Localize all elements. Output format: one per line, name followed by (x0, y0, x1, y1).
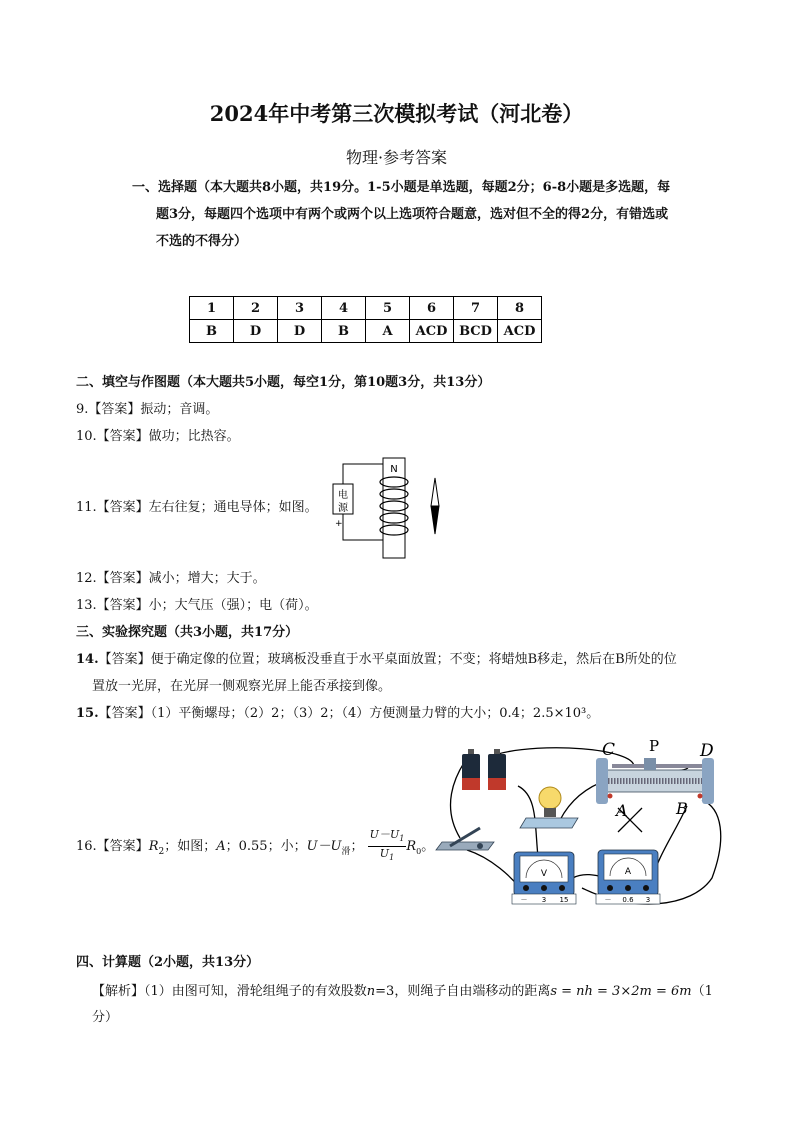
q16-expression-sub: 滑 (341, 846, 351, 857)
table-answer-cell: B (190, 320, 234, 343)
answer-table (189, 296, 542, 343)
switch-icon (436, 828, 494, 850)
voltmeter-label: V (540, 869, 548, 879)
fraction-denominator: U (379, 847, 390, 861)
voltmeter-terminal-label: 3 (541, 896, 547, 904)
electromagnet-figure (328, 456, 448, 562)
section2-heading: 二、填空与作图题（本大题共5小题，每空1分，第10题3分，共13分） (76, 375, 491, 390)
source-label: 电 (338, 490, 348, 501)
ammeter-terminal-label: － (604, 896, 612, 904)
table-header-cell: 4 (322, 297, 366, 320)
section4-heading: 四、计算题（2小题，共13分） (76, 955, 260, 970)
solution-text-continued: =3，则绳子自由端移动的距离 (375, 984, 551, 999)
rheostat-label-c: C (602, 740, 616, 760)
q16-end: 。 (421, 839, 435, 855)
solution-line-continued: 分） (92, 1010, 119, 1025)
rheostat-label-d: D (700, 741, 714, 761)
light-bulb-icon (520, 787, 578, 828)
battery-icon (462, 749, 480, 790)
page-title: 2024年中考第三次模拟考试（河北卷） (209, 101, 584, 126)
answer-table-answer-row (190, 320, 542, 343)
q16-r-sub: 2 (158, 846, 165, 857)
section1-instructions (132, 174, 732, 255)
section1-line: 不选的不得分） (156, 234, 248, 249)
q16-a-var: A (216, 839, 226, 855)
q16-fraction (368, 828, 407, 865)
answer-table-header-row (190, 297, 542, 320)
plus-label: + (335, 519, 343, 529)
ammeter-label: A (624, 867, 632, 877)
north-pole-label: N (390, 464, 398, 475)
answer-q14 (76, 650, 677, 670)
circuit-figure (432, 738, 732, 916)
table-header-cell: 2 (234, 297, 278, 320)
table-header-cell: 1 (190, 297, 234, 320)
section1-line: 一、选择题（本大题共8小题，共19分。1-5小题是单选题，每题2分；6-8小题是多选题，每 (132, 180, 671, 195)
table-answer-cell: BCD (454, 320, 498, 343)
source-label: 源 (338, 503, 348, 514)
ammeter-terminal-label: 3 (645, 896, 651, 904)
compass-needle-north-icon (431, 478, 439, 506)
q15-text: 【答案】（1）平衡螺母；（2）2；（3）2；（4）方便测量力臂的大小；0.4；2.5×10³。 (98, 706, 600, 721)
section3-heading: 三、实验探究题（共3小题，共17分） (76, 625, 299, 640)
page-subtitle: 物理·参考答案 (345, 148, 448, 167)
fraction-numerator: U－U (369, 828, 400, 841)
voltmeter-terminal-label: 15 (559, 896, 569, 904)
answer-q12: 12.【答案】减小；增大；大于。 (76, 571, 266, 586)
rheostat-label-b: B (676, 799, 688, 818)
answer-q14-continued: 置放一光屏，在光屏一侧观察光屏上能否承接到像。 (92, 679, 392, 694)
answer-q11: 11.【答案】左右往复；通电导体；如图。 (76, 500, 318, 515)
rheostat-label-p: P (649, 738, 660, 755)
answer-q9: 9.【答案】振动；音调。 (76, 402, 219, 417)
table-header-cell: 6 (410, 297, 454, 320)
answer-q16 (76, 828, 434, 865)
q16-mid: ；如图； (164, 839, 217, 855)
q15-number: 15. (76, 706, 99, 721)
table-answer-cell: B (322, 320, 366, 343)
cross-mark-icon (618, 808, 642, 832)
table-header-cell: 7 (454, 297, 498, 320)
rheostat-label-a: A (616, 801, 628, 820)
solution-n-var: n (366, 984, 376, 999)
q16-separator: ； (350, 839, 364, 855)
q16-r-var: R (148, 839, 159, 855)
voltmeter-terminal-label: － (520, 896, 528, 904)
table-header-cell: 5 (366, 297, 410, 320)
table-header-cell: 3 (278, 297, 322, 320)
table-answer-cell: ACD (410, 320, 454, 343)
fraction-denominator-sub: 1 (389, 853, 395, 863)
q16-rest: ；0.55；小； (225, 839, 307, 855)
solution-formula: s = nh = 3×2m = 6m (550, 984, 692, 999)
table-answer-cell: ACD (498, 320, 542, 343)
solution-line (92, 982, 713, 1002)
section1-line: 题3分，每题四个选项中有两个或两个以上选项符合题意，选对但不全的得2分，有错选或 (156, 207, 669, 222)
answer-q10: 10.【答案】做功；比热容。 (76, 429, 240, 444)
q16-prefix: 16.【答案】 (76, 839, 149, 855)
answer-q13: 13.【答案】小；大气压（强）；电（荷）。 (76, 598, 318, 613)
answer-q15 (76, 704, 599, 724)
rheostat-icon (596, 758, 714, 804)
table-header-cell: 8 (498, 297, 542, 320)
q16-expression: U－U (306, 839, 342, 855)
battery-icon (488, 749, 506, 790)
fraction-numerator-sub: 1 (399, 834, 405, 844)
q16-r0-var: R (406, 839, 417, 855)
q14-text: 【答案】便于确定像的位置；玻璃板没垂直于水平桌面放置；不变；将蜡烛B移走，然后在B所处的位 (98, 652, 677, 667)
compass-needle-south-icon (431, 506, 439, 534)
table-answer-cell: A (366, 320, 410, 343)
table-answer-cell: D (278, 320, 322, 343)
q14-number: 14. (76, 652, 99, 667)
q16-r0-sub: 0 (416, 846, 422, 856)
solution-score: （1 (691, 984, 713, 999)
solution-text: 【解析】（1）由图可知，滑轮组绳子的有效股数 (92, 984, 367, 999)
ammeter-terminal-label: 0.6 (622, 896, 634, 904)
table-answer-cell: D (234, 320, 278, 343)
